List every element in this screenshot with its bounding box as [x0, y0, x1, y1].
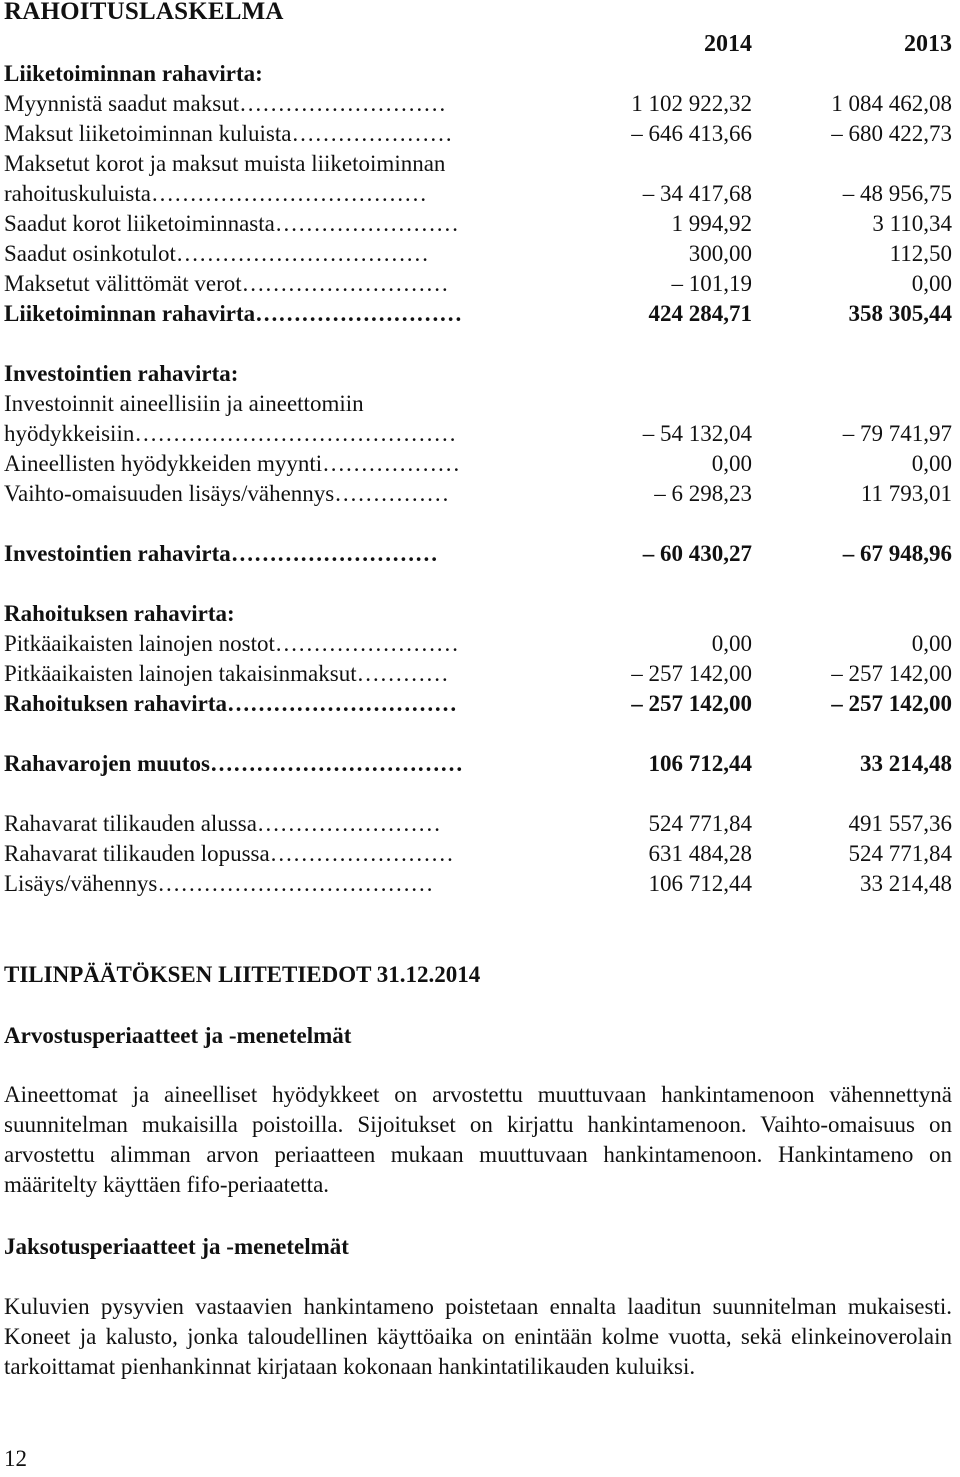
table-row — [4, 179, 952, 209]
table-row — [4, 449, 952, 479]
value-2014: 0,00 — [711, 631, 752, 656]
row-label — [4, 449, 552, 479]
row-label-text: Rahoituksen rahavirta: — [4, 601, 235, 626]
row-label-text: Investoinnit aineellisiin ja aineettomiin — [4, 391, 364, 416]
leader-dots: …………………… — [256, 811, 441, 836]
value-2013: – 48 956,75 — [842, 181, 952, 206]
value-2014: 424 284,71 — [648, 301, 752, 326]
spacer-cell — [4, 329, 952, 359]
leader-dots: …………………………… — [175, 241, 429, 266]
leader-dots: …………………… — [274, 631, 459, 656]
page-number: 12 — [4, 1446, 27, 1471]
leader-dots: ………………… — [291, 121, 453, 146]
row-label — [4, 149, 552, 179]
value-2013: 0,00 — [911, 451, 952, 476]
value-2013: 33 214,48 — [860, 871, 952, 896]
value-2013: – 680 422,73 — [831, 121, 952, 146]
value-2014: 631 484,28 — [648, 841, 752, 866]
cash-flow-body — [4, 29, 952, 899]
leader-dots: ……………………… — [255, 301, 463, 326]
table-row — [4, 659, 952, 689]
row-label — [4, 59, 952, 89]
leader-dots: ………………………… — [227, 691, 457, 716]
value-2014: – 257 142,00 — [631, 661, 752, 686]
leader-dots: …………… — [334, 481, 450, 506]
notes-heading: TILINPÄÄTÖKSEN LIITETIEDOT 31.12.2014 — [4, 962, 481, 987]
row-label-text: hyödykkeisiin — [4, 421, 135, 446]
row-label-text: Rahavarat tilikauden alussa — [4, 811, 257, 836]
value-2014: – 54 132,04 — [642, 421, 752, 446]
table-row — [4, 539, 952, 569]
value-2013: 112,50 — [889, 241, 952, 266]
row-label-text: Pitkäaikaisten lainojen nostot — [4, 631, 275, 656]
value-2014: 0,00 — [711, 451, 752, 476]
section-row — [4, 359, 952, 389]
row-label-text: Maksut liiketoiminnan kuluista — [4, 121, 292, 146]
value-2014: 1 994,92 — [671, 211, 752, 236]
value-2014: 1 102 922,32 — [631, 91, 752, 116]
accrual-paragraph: Kuluvien pysyvien vastaavien hankintameno poistetaan ennalta laaditun suunnitelman mukaisesti. Koneet ja kalusto, jonka taloudellinen käyttöaika on enintään kolme vuotta, sekä elinkeinoverolain tarkoittamat pienhankinnat kirjataan kokonaan hankintatilikauden kuluiksi. — [4, 1294, 952, 1379]
section-row — [4, 599, 952, 629]
row-label-text: Vaihto-omaisuuden lisäys/vähennys — [4, 481, 335, 506]
table-row — [4, 269, 952, 299]
leader-dots: …………………… — [269, 841, 454, 866]
row-label-text: Saadut korot liiketoiminnasta — [4, 211, 275, 236]
spacer-cell — [4, 779, 952, 809]
row-label-text: Investointien rahavirta — [4, 541, 231, 566]
row-label — [4, 659, 552, 689]
spacer-cell — [4, 509, 952, 539]
row-label — [4, 359, 952, 389]
row-label — [4, 269, 552, 299]
leader-dots: ……………………………… — [157, 871, 434, 896]
value-2013 — [752, 389, 952, 419]
value-2013: – 67 948,96 — [842, 541, 952, 566]
value-2013: 33 214,48 — [860, 751, 952, 776]
value-2014 — [552, 389, 752, 419]
value-2013: 524 771,84 — [848, 841, 952, 866]
row-label — [4, 89, 552, 119]
value-2014: 106 712,44 — [648, 751, 752, 776]
row-label-text: Liiketoiminnan rahavirta — [4, 301, 256, 326]
row-label-text: Rahavarat tilikauden lopussa — [4, 841, 270, 866]
value-2013: 2013 — [904, 31, 952, 57]
value-2014: – 646 413,66 — [631, 121, 752, 146]
leader-dots: ……………………… — [241, 271, 449, 296]
row-label-text: Pitkäaikaisten lainojen takaisinmaksut — [4, 661, 357, 686]
table-row — [4, 149, 952, 179]
value-2013: 11 793,01 — [860, 481, 952, 506]
value-2013 — [752, 149, 952, 179]
leader-dots: ……………………………… — [150, 181, 427, 206]
row-label-text: Saadut osinkotulot — [4, 241, 176, 266]
leader-dots: ……………………… — [239, 91, 447, 116]
table-row — [4, 809, 952, 839]
value-2013: 358 305,44 — [848, 301, 952, 326]
row-label — [4, 179, 552, 209]
value-2013: – 79 741,97 — [842, 421, 952, 446]
value-2014: – 101,19 — [671, 271, 752, 296]
table-row — [4, 479, 952, 509]
row-label — [4, 539, 552, 569]
table-row — [4, 419, 952, 449]
value-2014: – 257 142,00 — [631, 691, 752, 716]
row-label — [4, 689, 552, 719]
row-label — [4, 839, 552, 869]
valuation-paragraph: Aineettomat ja aineelliset hyödykkeet on arvostettu muuttuvaan hankintamenoon vähennettynä suunnitelman mukaisilla poistoilla. Sijoitukset on kirjattu hankintamenoon. Vaihto-omaisuus on arvostettu alimman arvon periaatteen mukaan muuttuvaan hankintamenoon. Hankintameno on määritelty käyttäen fifo-periaatetta. — [4, 1082, 952, 1197]
value-2014: 2014 — [704, 31, 752, 57]
cash-flow-table — [4, 29, 952, 899]
value-2013: 1 084 462,08 — [831, 91, 952, 116]
row-label-text: Aineellisten hyödykkeiden myynti — [4, 451, 323, 476]
row-label — [4, 239, 552, 269]
row-label — [4, 209, 552, 239]
value-2013: 3 110,34 — [872, 211, 952, 236]
spacer-row — [4, 779, 952, 809]
table-row — [4, 389, 952, 419]
value-2014: – 6 298,23 — [654, 481, 752, 506]
row-label-text: Liiketoiminnan rahavirta: — [4, 61, 263, 86]
row-label-text: rahoituskuluista — [4, 181, 151, 206]
leader-dots: …………………………… — [209, 751, 463, 776]
table-row — [4, 839, 952, 869]
value-2014: – 60 430,27 — [642, 541, 752, 566]
value-2014: 524 771,84 — [648, 811, 752, 836]
row-label — [4, 419, 552, 449]
leader-dots: …………………… — [274, 211, 459, 236]
row-label — [4, 299, 552, 329]
row-label-text: Myynnistä saadut maksut — [4, 91, 240, 116]
value-2013: – 257 142,00 — [831, 691, 952, 716]
valuation-heading: Arvostusperiaatteet ja -menetelmät — [4, 1023, 352, 1048]
value-2014: 300,00 — [688, 241, 752, 266]
spacer-row — [4, 719, 952, 749]
row-label — [4, 389, 552, 419]
row-label-text: Rahavarojen muutos — [4, 751, 210, 776]
value-2014: – 34 417,68 — [642, 181, 752, 206]
table-row — [4, 749, 952, 779]
table-row — [4, 239, 952, 269]
row-label-text: Maksetut välittömät verot — [4, 271, 242, 296]
accrual-heading: Jaksotusperiaatteet ja -menetelmät — [4, 1234, 349, 1259]
row-label — [4, 809, 552, 839]
spacer-row — [4, 509, 952, 539]
row-label — [4, 629, 552, 659]
table-row — [4, 869, 952, 899]
row-label — [4, 29, 552, 59]
row-label-text: Rahoituksen rahavirta — [4, 691, 227, 716]
table-row — [4, 89, 952, 119]
value-2013: 491 557,36 — [848, 811, 952, 836]
row-label — [4, 119, 552, 149]
section-row — [4, 59, 952, 89]
table-row — [4, 119, 952, 149]
value-2014 — [552, 149, 752, 179]
spacer-row — [4, 329, 952, 359]
value-2013: – 257 142,00 — [831, 661, 952, 686]
table-row — [4, 209, 952, 239]
leader-dots: ……………… — [322, 451, 461, 476]
leader-dots: …………………………………… — [134, 421, 457, 446]
value-2013: 0,00 — [911, 631, 952, 656]
row-label — [4, 749, 552, 779]
spacer-cell — [4, 569, 952, 599]
spacer-row — [4, 569, 952, 599]
row-label — [4, 479, 552, 509]
leader-dots: ………… — [356, 661, 449, 686]
table-row — [4, 689, 952, 719]
row-label-text: Maksetut korot ja maksut muista liiketoiminnan — [4, 151, 446, 176]
table-row — [4, 299, 952, 329]
leader-dots: ……………………… — [230, 541, 438, 566]
row-label-text: Lisäys/vähennys — [4, 871, 158, 896]
row-label — [4, 869, 552, 899]
spacer-cell — [4, 719, 952, 749]
row-label — [4, 599, 952, 629]
value-2013: 0,00 — [911, 271, 952, 296]
table-row — [4, 629, 952, 659]
cash-flow-title: RAHOITUSLASKELMA — [4, 0, 284, 25]
year-header-row — [4, 29, 952, 59]
value-2014: 106 712,44 — [648, 871, 752, 896]
row-label-text: Investointien rahavirta: — [4, 361, 239, 386]
